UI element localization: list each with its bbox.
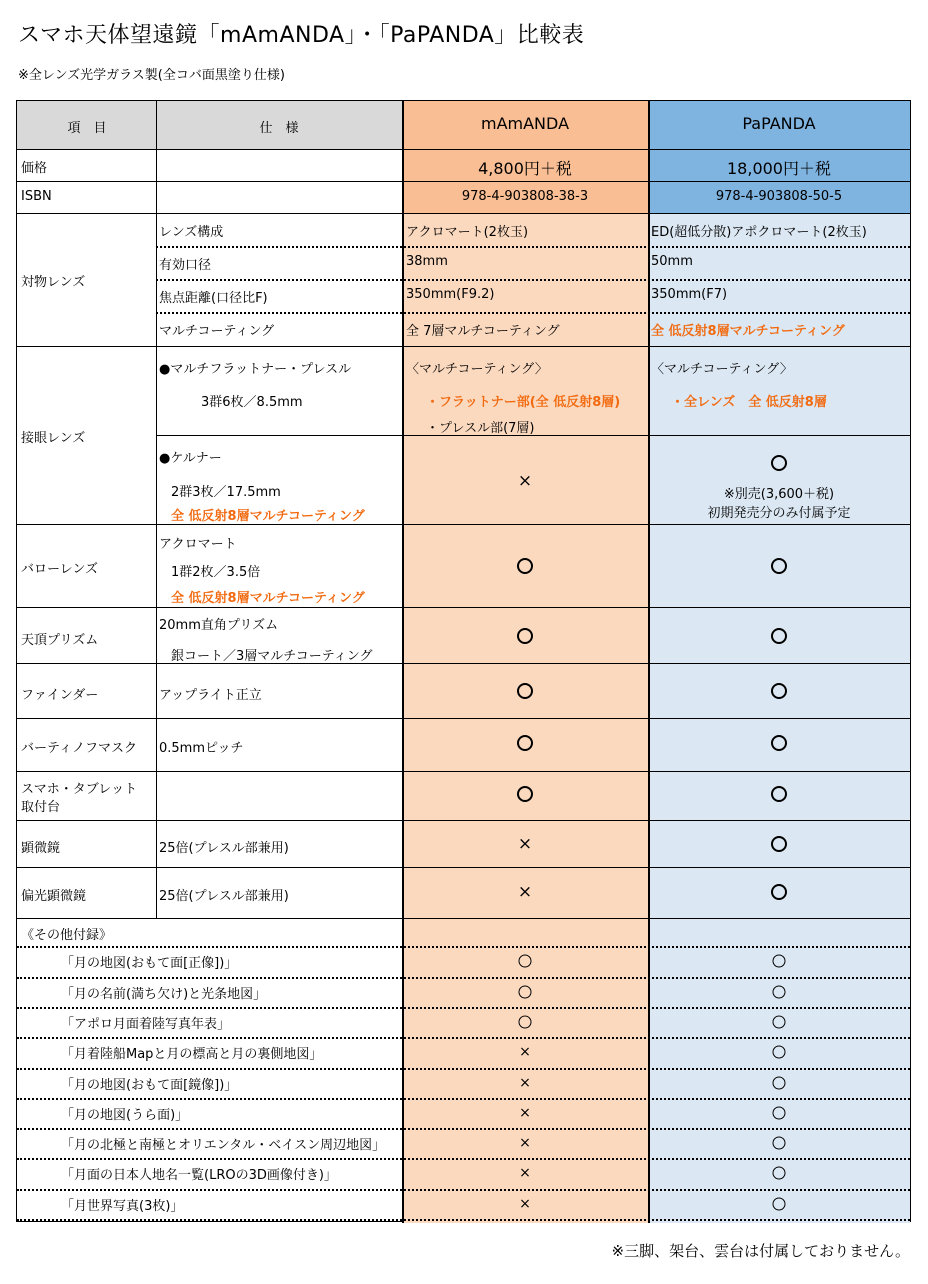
price-mamanda: 4,800円＋税 xyxy=(478,159,572,178)
grid-line xyxy=(17,524,910,525)
extras-papanda-mark xyxy=(773,1198,786,1211)
bahtinov-papanda-mark xyxy=(771,735,787,751)
mount-mamanda-mark xyxy=(517,786,533,802)
grid-line xyxy=(17,181,910,182)
grid-line xyxy=(17,918,910,919)
finder-mamanda-mark xyxy=(517,683,533,699)
grid-line xyxy=(17,1037,910,1039)
eyepiece-m-plossl: ・プレスル部(7層) xyxy=(426,421,535,436)
grid-line xyxy=(17,946,910,948)
finder-papanda-mark xyxy=(771,683,787,699)
polar-mamanda-mark: × xyxy=(517,882,533,902)
eyepiece-p-lenses: ・全レンズ 全 低反射8層 xyxy=(671,395,827,410)
barlow-label: バローレンズ xyxy=(21,562,99,577)
extras-item: 「月の地図(おもて面[正像])」 xyxy=(61,956,238,971)
extras-label: 《その他付録》 xyxy=(21,928,113,943)
eyepiece-label: 接眼レンズ xyxy=(21,431,86,446)
isbn-papanda: 978-4-903808-50-5 xyxy=(715,189,843,204)
grid-line xyxy=(156,101,157,918)
polar-spec: 25倍(プレスル部兼用) xyxy=(159,889,289,904)
objective-papanda: 全 低反射8層マルチコーティング xyxy=(651,324,845,339)
objective-mamanda: アクロマート(2枚玉) xyxy=(406,225,529,240)
bahtinov-label: バーティノフマスク xyxy=(21,741,137,756)
grid-line xyxy=(17,1068,910,1070)
grid-line xyxy=(17,607,910,608)
bahtinov-mamanda-mark xyxy=(517,735,533,751)
extras-mamanda-mark: × xyxy=(519,1165,531,1181)
grid-line xyxy=(17,867,910,868)
mount-label2: 取付台 xyxy=(21,800,61,815)
objective-mamanda: 38mm xyxy=(406,254,448,269)
polar-label: 偏光顕微鏡 xyxy=(21,889,87,904)
mount-papanda-mark xyxy=(771,786,787,802)
microscope-mamanda-mark: × xyxy=(517,834,533,854)
extras-mamanda-mark xyxy=(519,955,532,968)
eyepiece-p-coating: 〈マルチコーティング〉 xyxy=(651,362,793,377)
barlow-spec1: アクロマート xyxy=(159,537,237,552)
comparison-table xyxy=(16,100,911,1222)
extras-item: 「月の北極と南極とオリエンタル・ベイスン周辺地図」 xyxy=(61,1138,386,1153)
prism-label: 天頂プリズム xyxy=(21,633,99,648)
objective-mamanda: 全 7層マルチコーティング xyxy=(406,324,560,339)
kellner-mamanda-mark: × xyxy=(517,471,533,491)
extras-papanda-mark xyxy=(773,1107,786,1120)
prism-papanda-mark xyxy=(771,628,787,644)
barlow-spec3: 全 低反射8層マルチコーティング xyxy=(171,591,365,606)
extras-mamanda-mark xyxy=(519,986,532,999)
grid-line xyxy=(156,312,910,314)
objective-papanda: ED(超低分散)アポクロマート(2枚玉) xyxy=(651,225,867,240)
extras-papanda-mark xyxy=(773,986,786,999)
objective-spec: マルチコーティング xyxy=(159,324,275,339)
footer-note: ※三脚、架台、雲台は付属しておりません。 xyxy=(611,1242,910,1260)
grid-line xyxy=(402,101,404,1223)
extras-mamanda-mark xyxy=(519,1016,532,1029)
prism-mamanda-mark xyxy=(517,628,533,644)
grid-line xyxy=(17,346,910,347)
eyepiece-flattener: ●マルチフラットナー・プレスル xyxy=(159,362,352,377)
price-label: 価格 xyxy=(21,161,48,176)
objective-spec: レンズ構成 xyxy=(159,225,224,240)
kellner-papanda-note2: 初期発売分のみ付属予定 xyxy=(707,506,851,521)
extras-item: 「月の名前(満ち欠け)と光条地図」 xyxy=(61,987,267,1002)
extras-papanda-mark xyxy=(773,1137,786,1150)
isbn-label: ISBN xyxy=(21,189,52,204)
grid-line xyxy=(17,1158,910,1160)
extras-mamanda-mark: × xyxy=(519,1075,531,1091)
extras-item: 「月世界写真(3枚)」 xyxy=(61,1199,184,1214)
grid-line xyxy=(17,1128,910,1130)
objective-label: 対物レンズ xyxy=(21,275,86,290)
extras-mamanda-mark: × xyxy=(519,1196,531,1212)
eyepiece-m-flattener: ・フラットナー部(全 低反射8層) xyxy=(426,395,621,410)
polar-papanda-mark xyxy=(771,884,787,900)
extras-mamanda-mark: × xyxy=(519,1105,531,1121)
header-spec: 仕 様 xyxy=(259,121,299,136)
finder-spec: アップライト正立 xyxy=(159,688,262,703)
objective-spec: 焦点距離(口径比F) xyxy=(159,291,268,306)
bahtinov-spec: 0.5mmピッチ xyxy=(159,741,244,756)
extras-papanda-mark xyxy=(773,1167,786,1180)
grid-line xyxy=(17,663,910,664)
kellner-papanda-mark xyxy=(771,455,787,471)
grid-line xyxy=(17,977,910,979)
grid-line xyxy=(648,101,650,1223)
grid-line xyxy=(17,1189,910,1191)
prism-spec1: 20mm直角プリズム xyxy=(159,618,279,633)
prism-spec2: 銀コート／3層マルチコーティング xyxy=(171,649,373,664)
grid-line xyxy=(17,718,910,719)
extras-papanda-mark xyxy=(773,1046,786,1059)
grid-line xyxy=(17,820,910,821)
barlow-spec2: 1群2枚／3.5倍 xyxy=(171,565,261,580)
microscope-label: 顕微鏡 xyxy=(21,841,61,856)
extras-mamanda-mark: × xyxy=(519,1135,531,1151)
objective-papanda: 350mm(F7) xyxy=(651,287,728,302)
page-title: スマホ天体望遠鏡「mAmANDA」・「PaPANDA」比較表 xyxy=(18,23,585,48)
extras-papanda-mark xyxy=(773,1016,786,1029)
price-papanda: 18,000円＋税 xyxy=(727,159,831,178)
extras-item: 「月面の日本人地名一覧(LROの3D画像付き)」 xyxy=(61,1168,337,1183)
header-mamanda: mAmANDA xyxy=(480,114,570,133)
microscope-spec: 25倍(プレスル部兼用) xyxy=(159,841,289,856)
isbn-mamanda: 978-4-903808-38-3 xyxy=(461,189,589,204)
microscope-papanda-mark xyxy=(771,836,787,852)
extras-item: 「月の地図(うら面)」 xyxy=(61,1108,189,1123)
finder-label: ファインダー xyxy=(21,688,99,703)
extras-papanda-mark xyxy=(773,1077,786,1090)
extras-papanda-mark xyxy=(773,955,786,968)
extras-mamanda-mark: × xyxy=(519,1044,531,1060)
eyepiece-m-coating: 〈マルチコーティング〉 xyxy=(406,362,548,377)
grid-line xyxy=(17,771,910,772)
grid-line xyxy=(17,149,910,150)
eyepiece-kellner-spec: 2群3枚／17.5mm xyxy=(171,485,281,500)
barlow-mamanda-mark xyxy=(517,558,533,574)
header-item: 項 目 xyxy=(67,121,107,136)
extras-item: 「月着陸船Mapと月の標高と月の裏側地図」 xyxy=(61,1047,323,1062)
grid-line xyxy=(17,213,910,214)
grid-line xyxy=(156,246,910,248)
grid-line xyxy=(156,279,910,281)
eyepiece-flattener-spec: 3群6枚／8.5mm xyxy=(201,395,303,410)
kellner-papanda-note1: ※別売(3,600＋税) xyxy=(723,487,835,502)
page-subtitle: ※全レンズ光学ガラス製(全コバ面黒塗り仕様) xyxy=(18,68,285,83)
header-papanda: PaPANDA xyxy=(742,114,816,133)
eyepiece-kellner-coating: 全 低反射8層マルチコーティング xyxy=(171,509,365,524)
extras-item: 「月の地図(おもて面[鏡像])」 xyxy=(61,1078,238,1093)
objective-papanda: 50mm xyxy=(651,254,693,269)
objective-mamanda: 350mm(F9.2) xyxy=(406,287,495,302)
eyepiece-kellner: ●ケルナー xyxy=(159,451,222,466)
extras-item: 「アポロ月面着陸写真年表」 xyxy=(61,1017,231,1032)
barlow-papanda-mark xyxy=(771,558,787,574)
mount-label1: スマホ・タブレット xyxy=(21,782,138,797)
grid-line xyxy=(17,1007,910,1009)
objective-spec: 有効口径 xyxy=(159,258,212,273)
grid-line xyxy=(17,1098,910,1100)
grid-line xyxy=(17,1219,910,1221)
